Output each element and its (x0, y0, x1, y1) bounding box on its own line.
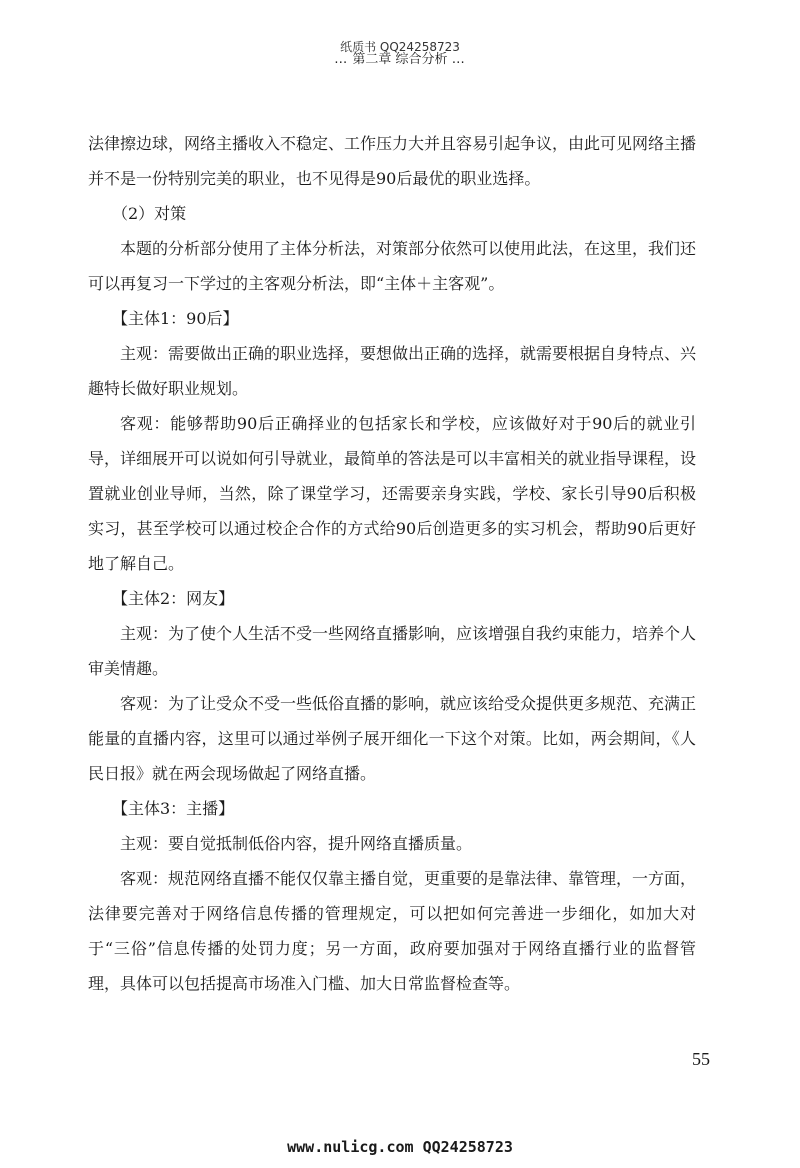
paragraph-post90s-subjective: 主观：需要做出正确的职业选择，要想做出正确的选择，就需要根据自身特点、兴趣特长做好职业规划。 (88, 344, 697, 398)
paragraph-continuation: 法律擦边球，网络主播收入不稳定、工作压力大并且容易引起争议，由此可见网络主播并不是一份特别完美的职业，也不见得是90后最优的职业选择。 (88, 134, 697, 188)
paragraph-netizens-objective: 客观：为了让受众不受一些低俗直播的影响，就应该给受众提供更多规范、充满正能量的直播内容，这里可以通过举例子展开细化一下这个对策。比如，两会期间，《人民日报》就在两会现场做起了网络直播。 (88, 694, 697, 783)
paragraph-streamers-subjective: 主观：要自觉抵制低俗内容，提升网络直播质量。 (120, 834, 473, 853)
paragraph-streamers-objective: 客观：规范网络直播不能仅仅靠主播自觉，更重要的是靠法律、靠管理，一方面，法律要完善对于网络信息传播的管理规定，可以把如何完善进一步细化，如加大对于“三俗”信息传播的处罚力度；另一方面，政府要加强对于网络直播行业的监督管理，具体可以包括提高市场准入门槛、加大日常监督检查等。 (88, 869, 697, 993)
page-number: 55 (692, 1049, 710, 1069)
footer-url: www.nulicg.com QQ24258723 (287, 1138, 513, 1156)
watermark-top: 纸质书 QQ24258723 (340, 40, 460, 54)
paragraph-intro: 本题的分析部分使用了主体分析法，对策部分依然可以使用此法，在这里，我们还可以再复习一下学过的主客观分析法，即“主体＋主客观”。 (88, 239, 697, 293)
subject-heading-streamers: 【主体3：主播】 (112, 799, 235, 818)
paragraph-netizens-subjective: 主观：为了使个人生活不受一些网络直播影响，应该增强自我约束能力，培养个人审美情趣。 (88, 624, 697, 678)
subject-heading-netizens: 【主体2：网友】 (112, 589, 235, 608)
running-head-dots-left: … (334, 52, 349, 67)
chapter-title: 第二章 综合分析 (352, 52, 448, 67)
running-head (0, 52, 800, 68)
section-heading-countermeasures: （2）对策 (112, 204, 187, 223)
paragraph-post90s-objective: 客观：能够帮助90后正确择业的包括家长和学校，应该做好对于90后的就业引导，详细展开可以说如何引导就业，最简单的答法是可以丰富相关的就业指导课程，设置就业创业导师，当然，除了课堂学习，还需要亲身实践，学校、家长引导90后积极实习，甚至学校可以通过校企合作的方式给90后创造更多的实习机会，帮助90后更好地了解自己。 (88, 414, 697, 573)
running-head-dots-right: … (451, 52, 466, 67)
subject-heading-post90s: 【主体1：90后】 (112, 309, 239, 328)
page-body (88, 126, 696, 1001)
